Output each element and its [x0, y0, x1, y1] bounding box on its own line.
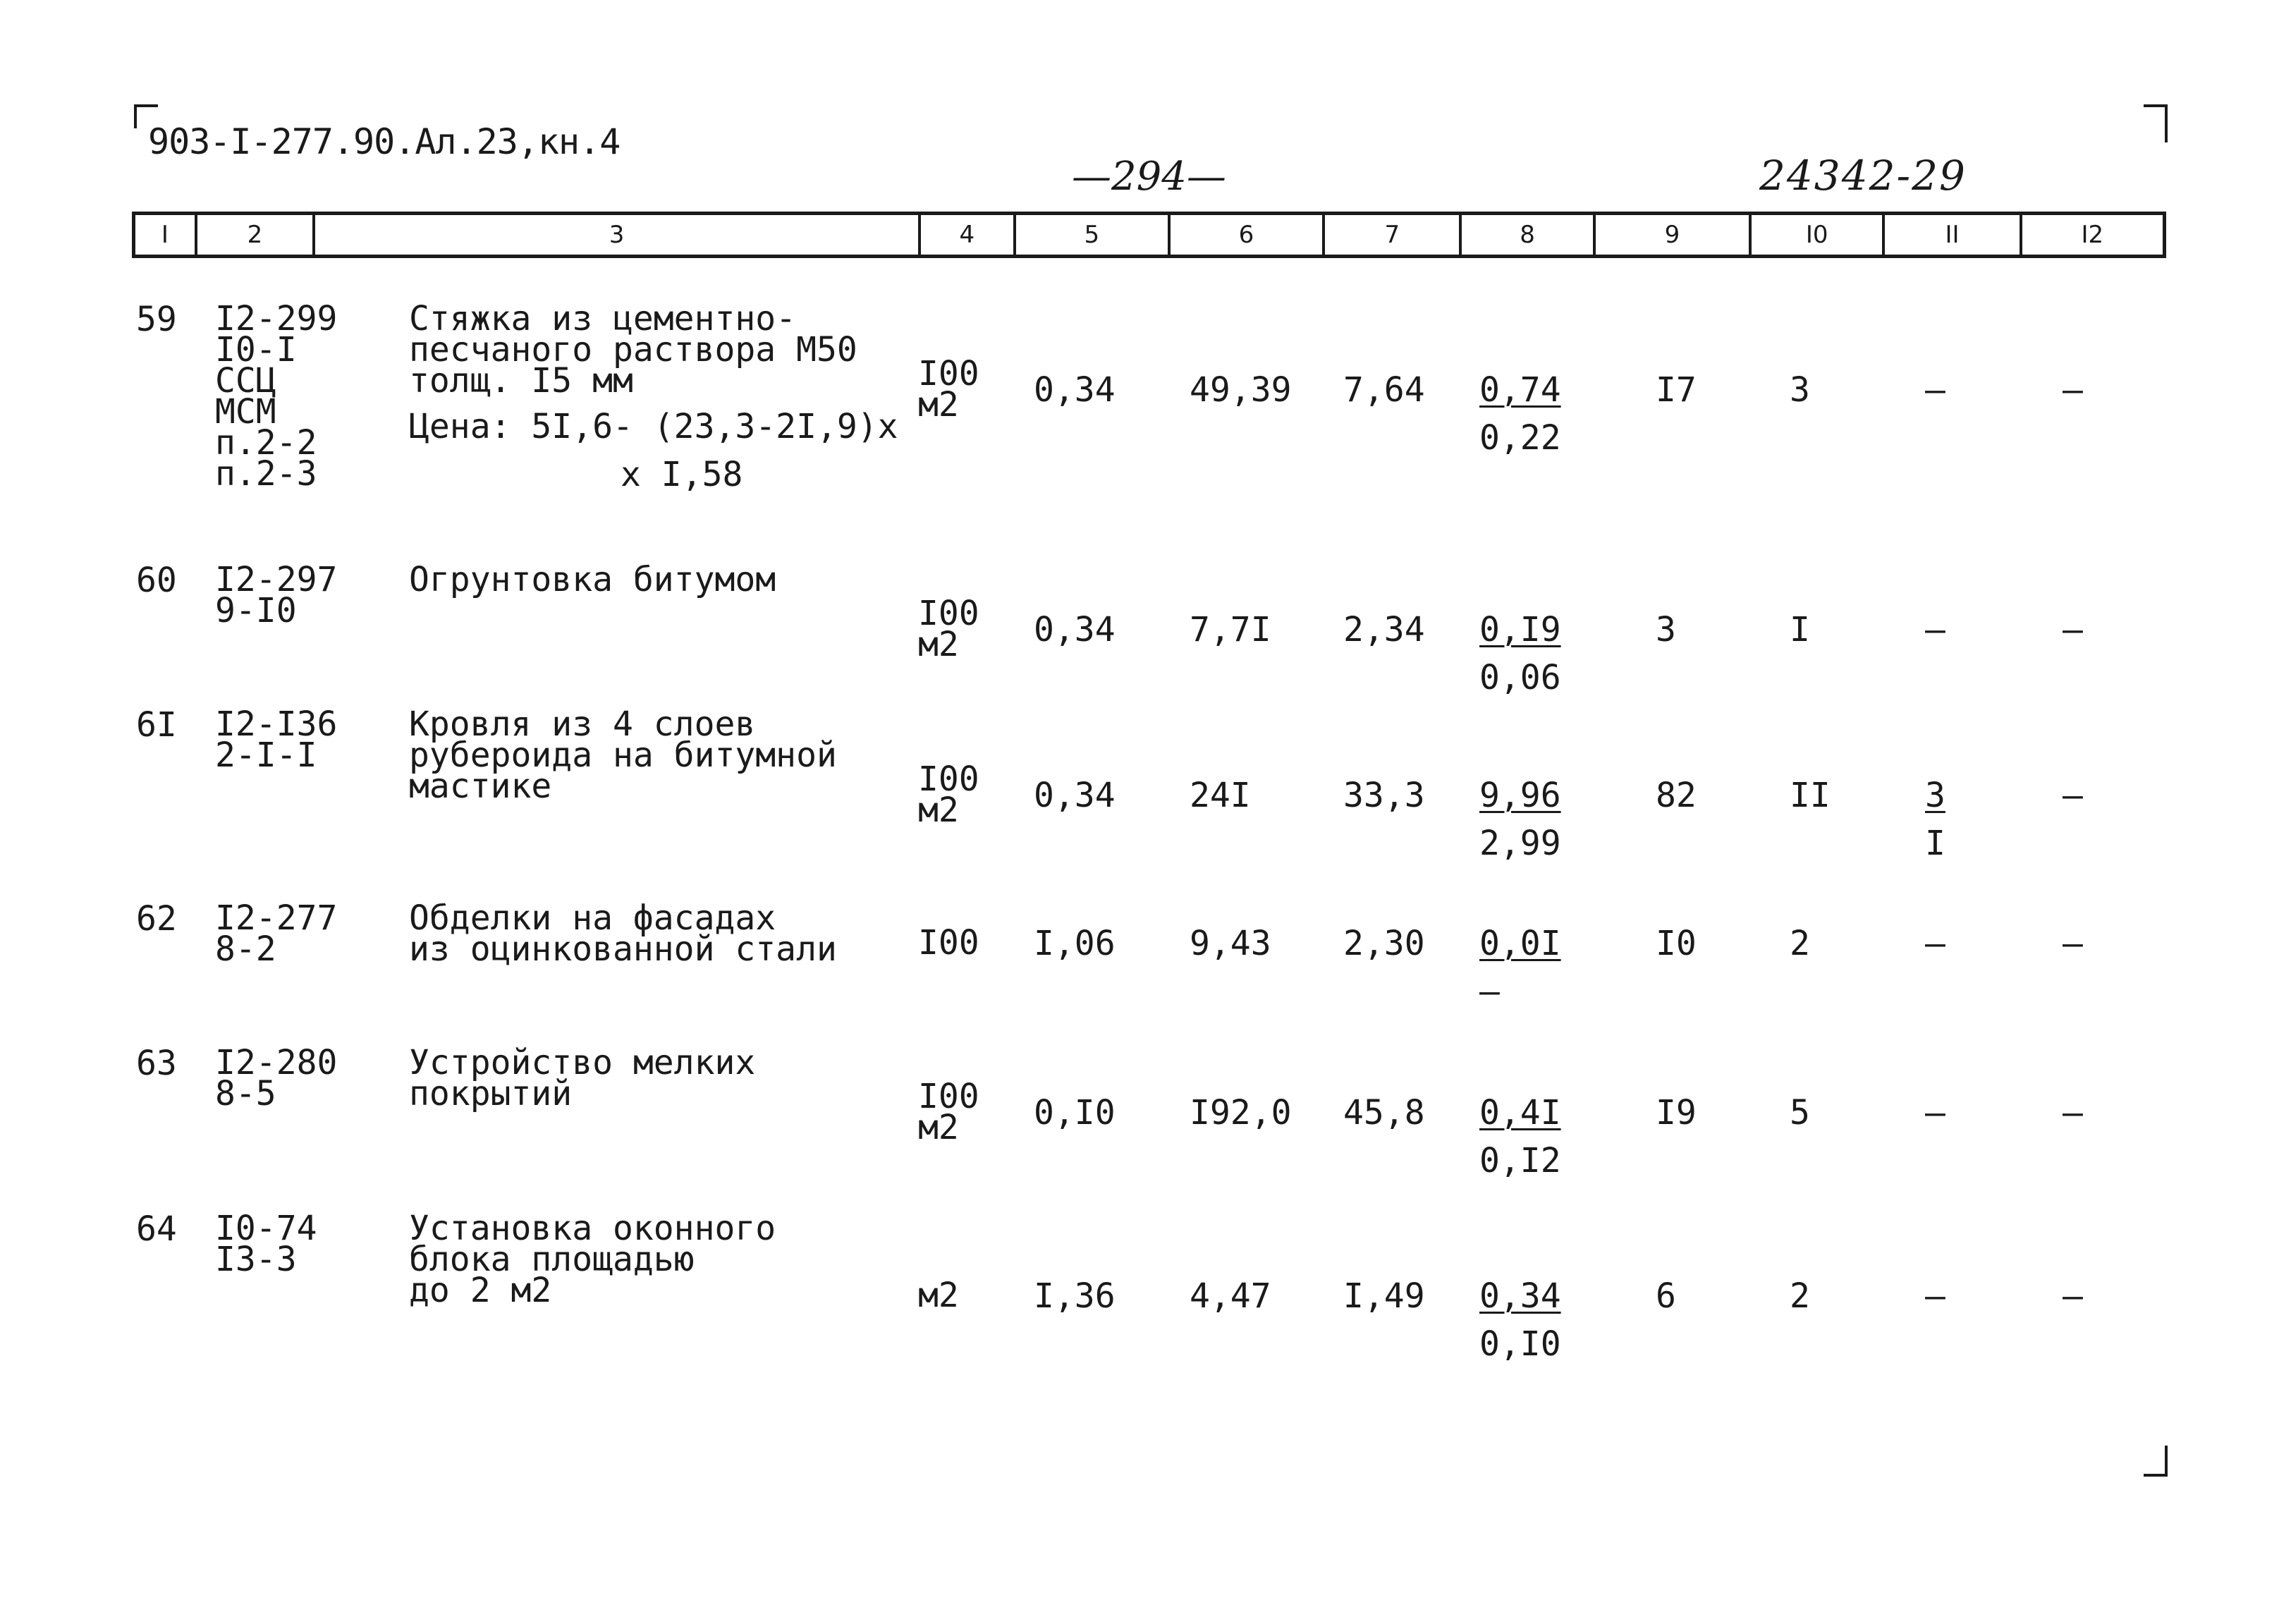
column-9-value: 3 [1656, 610, 1676, 649]
column-11-value: – [1925, 1276, 1945, 1316]
unit: I00 м2 [918, 594, 979, 664]
unit-price: 49,39 [1190, 370, 1292, 410]
fraction-bottom: – [1479, 972, 1500, 1011]
column-12-value: – [2063, 776, 2083, 815]
column-9-value: I0 [1656, 924, 1697, 963]
column-11-value: – [1925, 924, 1945, 963]
column-10-value: 5 [1790, 1093, 1810, 1132]
wage-cost: 45,8 [1343, 1093, 1425, 1132]
fraction-top: 0,34 [1479, 1276, 1561, 1316]
column-header: 2 [197, 215, 315, 255]
fraction-top: 0,I9 [1479, 610, 1561, 649]
quantity: 0,34 [1034, 776, 1116, 815]
column-header: I [135, 215, 197, 255]
column-11-value: – [1925, 1093, 1945, 1132]
column-header: 5 [1016, 215, 1171, 255]
fraction-top: 9,96 [1479, 776, 1561, 815]
wage-cost: 33,3 [1343, 776, 1425, 815]
rate-code: I0-74 I3-3 [215, 1209, 317, 1279]
rate-code: I2-297 9-I0 [215, 560, 338, 630]
quantity: I,36 [1034, 1276, 1116, 1316]
quantity: 0,34 [1034, 370, 1116, 410]
column-header: 7 [1325, 215, 1462, 255]
wage-cost: 2,30 [1343, 924, 1425, 963]
column-9-value: I9 [1656, 1093, 1697, 1132]
column-header: 4 [921, 215, 1016, 255]
unit-price: 24I [1190, 776, 1251, 815]
column-11-value: – [1925, 610, 1945, 649]
column-header: II [1885, 215, 2022, 255]
column-10-value: 2 [1790, 1276, 1810, 1316]
row-number: 63 [136, 1044, 177, 1083]
unit: I00 м2 [918, 1077, 979, 1147]
wage-cost: I,49 [1343, 1276, 1425, 1316]
column-10-value: I [1790, 610, 1810, 649]
wage-cost: 2,34 [1343, 610, 1425, 649]
unit: I00 [918, 923, 979, 963]
column-12-value: – [2063, 924, 2083, 963]
column-header: 3 [315, 215, 921, 255]
unit: м2 [918, 1276, 959, 1315]
column-12-value: – [2063, 610, 2083, 649]
unit: I00 м2 [918, 354, 979, 425]
row-number: 64 [136, 1209, 177, 1249]
column-header: 9 [1596, 215, 1752, 255]
column-header: I2 [2081, 221, 2104, 249]
work-description: Установка оконного блока площадью до 2 м2 [409, 1209, 776, 1310]
price-note: Цена: 5I,6- (23,3-2I,9)х [409, 407, 898, 446]
fraction-top: 0,74 [1479, 370, 1561, 410]
column-10-value: II [1790, 776, 1831, 815]
price-note: х I,58 [621, 455, 743, 494]
fraction-bottom: 2,99 [1479, 824, 1561, 863]
work-description: Кровля из 4 слоев рубероида на битумной мастике [409, 704, 837, 806]
work-description: Устройство мелких покрытий [409, 1043, 756, 1113]
column-9-value: 82 [1656, 776, 1697, 815]
column-10-value: 2 [1790, 924, 1810, 963]
unit: I00 м2 [918, 759, 979, 830]
work-description: Обделки на фасадах из оцинкованной стали [409, 898, 837, 969]
column-12-value: – [2063, 1093, 2083, 1132]
fraction-top: 0,4I [1479, 1093, 1561, 1132]
rate-code: I2-277 8-2 [215, 898, 338, 969]
unit-price: 4,47 [1190, 1276, 1271, 1316]
document-number: 24342-29 [1759, 152, 1967, 200]
wage-cost: 7,64 [1343, 370, 1425, 410]
column-9-value: 6 [1656, 1276, 1676, 1316]
rate-code: I2-299 I0-I ССЦ МСМ п.2-2 п.2-3 [215, 299, 338, 494]
quantity: 0,34 [1034, 610, 1116, 649]
document-code: 903-I-277.90.Ал.23,кн.4 [148, 121, 621, 162]
rate-code: I2-I36 2-I-I [215, 704, 338, 775]
fraction-bottom: 0,I2 [1479, 1141, 1561, 1180]
unit-price: I92,0 [1190, 1093, 1292, 1132]
unit-price: 9,43 [1190, 924, 1271, 963]
fraction-bottom: 0,22 [1479, 418, 1561, 458]
fraction-bottom: 0,06 [1479, 658, 1561, 697]
fraction-bottom: 0,I0 [1479, 1324, 1561, 1364]
row-number: 60 [136, 561, 177, 600]
row-number: 6I [136, 705, 177, 745]
row-number: 62 [136, 899, 177, 939]
column-header: 8 [1462, 215, 1595, 255]
column-9-value: I7 [1656, 370, 1697, 410]
quantity: I,06 [1034, 924, 1116, 963]
column-header: I0 [1752, 215, 1885, 255]
row-number: 59 [136, 300, 177, 339]
column-11-value: – [1925, 370, 1945, 410]
fraction-top: 0,0I [1479, 924, 1561, 963]
column-12-value: – [2063, 370, 2083, 410]
work-description: Огрунтовка битумом [409, 560, 776, 599]
rate-code: I2-280 8-5 [215, 1043, 338, 1113]
work-description: Стяжка из цементно- песчаного раствора М50 толщ. I5 мм [409, 299, 857, 401]
column-10-value: 3 [1790, 370, 1810, 410]
page-number: —294— [1072, 154, 1226, 200]
corner-mark-bottom-right [2144, 1446, 2168, 1477]
unit-price: 7,7I [1190, 610, 1271, 649]
quantity: 0,I0 [1034, 1093, 1116, 1132]
column-11-bottom-value: I [1925, 824, 1945, 863]
corner-mark-top-right [2144, 104, 2168, 142]
column-12-value: – [2063, 1276, 2083, 1316]
column-header: 6 [1171, 215, 1325, 255]
column-11-value: 3 [1925, 776, 1945, 815]
column-header-row [132, 212, 2166, 258]
